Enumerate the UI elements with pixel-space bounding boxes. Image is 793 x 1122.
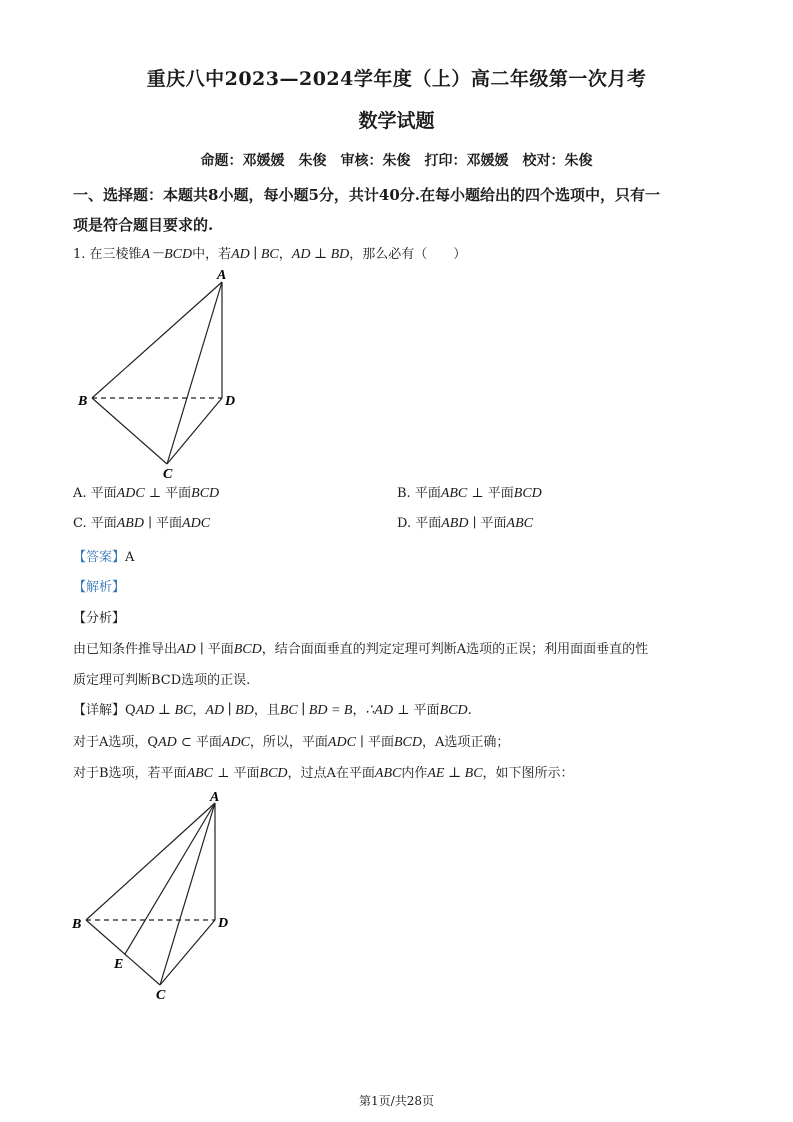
option-d-relation: ∣ 平面	[468, 516, 507, 531]
detail-sep4: ⊥ 平面	[393, 703, 440, 718]
analysis-label: 【解析】	[73, 580, 126, 595]
option-a-prefix: A. 平面	[73, 486, 117, 501]
fenxi-line2: 质定理可判断BCD选项的正误.	[73, 673, 251, 688]
opt-a-math1: AD	[158, 735, 177, 750]
edge-bc	[92, 398, 167, 464]
opt-b-analysis	[73, 762, 574, 782]
fenxi-text1: 由已知条件推导出	[73, 642, 178, 657]
option-b	[397, 482, 542, 502]
question-tail: ，那么必有（ ）	[349, 247, 467, 262]
opt-a-text3: ，所以，平面	[249, 735, 328, 750]
question-sep: ，	[278, 247, 292, 262]
question-mid: 中，若	[192, 247, 232, 262]
option-a-plane1: ADC	[116, 486, 145, 501]
opt-b-math3: ABC	[374, 766, 402, 781]
page-footer: 第1页/共28页	[359, 1094, 434, 1108]
option-a	[73, 482, 219, 502]
label-b: B	[78, 394, 88, 409]
option-b-prefix: B. 平面	[397, 486, 441, 501]
label2-a: A	[210, 790, 220, 805]
detail-math1: AD ⊥ BC	[135, 703, 193, 718]
edge-ab	[92, 282, 222, 398]
option-a-plane2: BCD	[191, 486, 220, 501]
edge2-bc	[86, 920, 160, 985]
detail-label: 【详解】	[73, 703, 126, 718]
detail-math3: BC ∣ BD = B	[279, 703, 353, 718]
opt-a-text5: ，A选项正确；	[421, 735, 510, 750]
fenxi-text2: ∣ 平面	[195, 642, 234, 657]
detail-math2: AD ∣ BD	[205, 703, 254, 718]
fenxi-math2: BCD	[233, 642, 262, 657]
section-heading-line1: 一、选择题：本题共8小题，每小题5分，共计40分.在每小题给出的四个选项中，只有一	[73, 186, 660, 204]
edge2-cd	[160, 920, 215, 985]
opt-a-math4: BCD	[393, 735, 422, 750]
option-c-plane1: ABD	[116, 516, 144, 531]
answer-label: 【答案】	[73, 550, 126, 565]
detail-q-glyph: Q	[125, 703, 136, 718]
option-c-prefix: C. 平面	[73, 516, 117, 531]
label-d: D	[225, 394, 236, 409]
option-c-relation: ∣ 平面	[143, 516, 183, 531]
option-b-relation: ⊥ 平面	[467, 486, 514, 501]
question-prefix: 1. 在三棱锥	[73, 247, 142, 262]
fenxi-label: 【分析】	[73, 611, 126, 626]
fenxi-math1: AD	[177, 642, 196, 657]
question-pyramid: A－BCD	[141, 247, 193, 262]
option-d	[397, 512, 533, 532]
opt-b-math2: BCD	[259, 766, 288, 781]
opt-a-analysis	[73, 731, 509, 751]
opt-a-text2: ⊂ 平面	[176, 735, 222, 750]
label2-d: D	[218, 916, 229, 931]
fenxi-line1	[73, 638, 648, 658]
opt-b-text3: ，过点A在平面	[287, 766, 375, 781]
opt-a-math3: ADC	[327, 735, 356, 750]
opt-b-math1: ABC	[186, 766, 214, 781]
question-cond1: AD ∣ BC	[231, 247, 279, 262]
option-b-plane2: BCD	[513, 486, 542, 501]
opt-b-text1: 对于B选项，若平面	[73, 766, 187, 781]
option-c-plane2: ADC	[182, 516, 211, 531]
fenxi-text3: ，结合面面垂直的判定定理可判断A选项的正误；利用面面垂直的性	[261, 642, 649, 657]
option-d-prefix: D. 平面	[397, 516, 442, 531]
detail-math5: BCD	[439, 703, 468, 718]
opt-b-math4: AE ⊥ BC	[427, 766, 483, 781]
edge-ac	[167, 282, 222, 464]
edge2-ab	[86, 803, 215, 920]
opt-b-text4: 内作	[401, 766, 428, 781]
opt-a-text1: 对于A选项，	[73, 735, 148, 750]
option-a-relation: ⊥ 平面	[144, 486, 192, 501]
detail-sep2: ，且	[253, 703, 280, 718]
edge-cd	[167, 398, 222, 464]
option-d-plane1: ABD	[441, 516, 469, 531]
answer-line	[73, 546, 134, 565]
opt-b-text2: ⊥ 平面	[213, 766, 260, 781]
detail-sep5: .	[467, 703, 472, 718]
opt-a-math2: ADC	[221, 735, 250, 750]
option-d-plane2: ABC	[506, 516, 533, 531]
staff-line: 命题：邓媛媛 朱俊 审核：朱俊 打印：邓媛媛 校对：朱俊	[200, 153, 593, 169]
label-c: C	[163, 467, 173, 482]
detail-math4: ∴AD	[365, 703, 394, 718]
label2-c: C	[156, 988, 166, 1003]
page-subtitle: 数学试题	[358, 110, 435, 132]
detail-line	[73, 699, 472, 719]
option-c	[73, 512, 210, 532]
page-title: 重庆八中2023—2024学年度（上）高二年级第一次月考	[146, 68, 647, 90]
label2-e: E	[114, 957, 124, 972]
detail-sep3: ，	[352, 703, 366, 718]
label-a: A	[217, 268, 227, 283]
opt-a-q-glyph: Q	[147, 735, 159, 750]
edge2-ae	[125, 803, 215, 954]
detail-sep1: ，	[192, 703, 206, 718]
opt-b-text5: ，如下图所示：	[482, 766, 574, 781]
section-heading-line2: 项是符合题目要求的.	[73, 216, 214, 234]
answer-value: A	[125, 550, 135, 565]
opt-a-text4: ∣ 平面	[355, 735, 394, 750]
label2-b: B	[72, 917, 82, 932]
option-b-plane1: ABC	[440, 486, 468, 501]
question-cond2: AD ⊥ BD	[291, 247, 350, 262]
edge2-ac	[160, 803, 215, 985]
